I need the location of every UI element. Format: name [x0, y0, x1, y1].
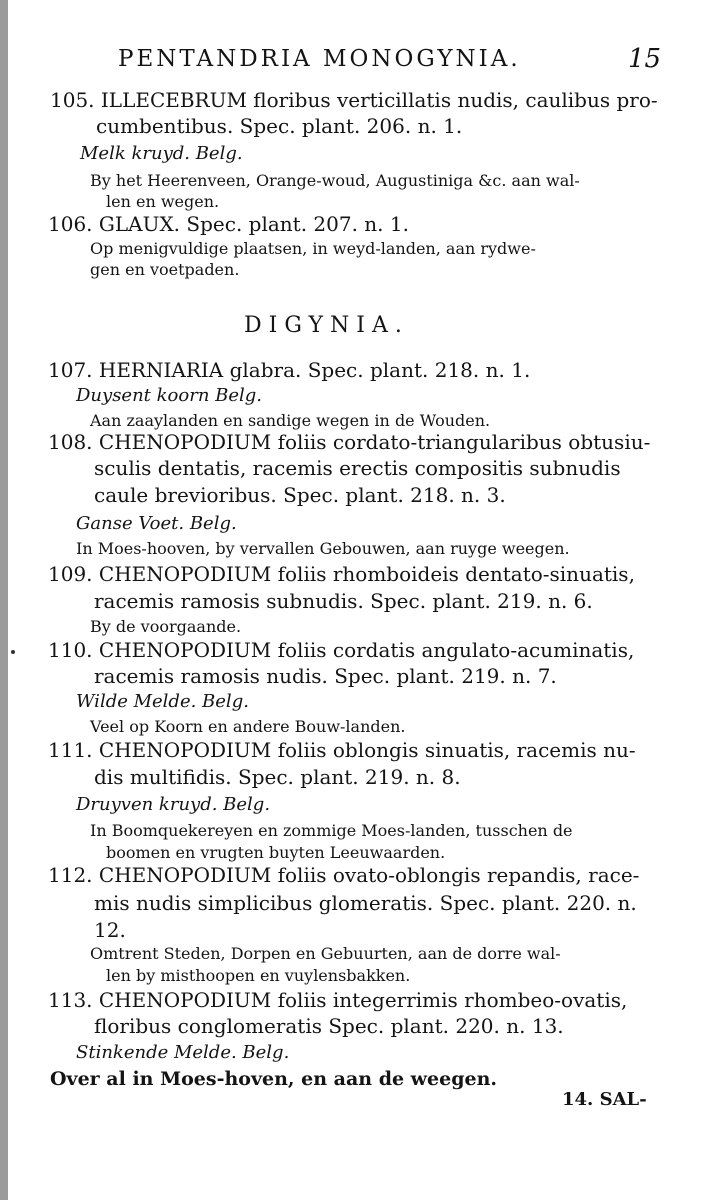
- page-number: 15: [628, 44, 662, 74]
- entry-112-habitat2: len by misthoopen en vuylensbakken.: [106, 966, 411, 985]
- entry-108-habitat1: In Moes-hooven, by vervallen Gebouwen, aan ruyge weegen.: [76, 539, 570, 558]
- entry-110-line1: 110. CHENOPODIUM foliis cordatis angulato-acuminatis,: [48, 638, 635, 662]
- entry-113-habitat1: Over al in Moes-hoven, en aan de weegen.: [50, 1068, 498, 1090]
- entry-106-habitat1: Op menigvuldige plaatsen, in weyd-landen, aan rydwe-: [90, 239, 536, 258]
- entry-109-line1: 109. CHENOPODIUM foliis rhomboideis dentato-sinuatis,: [48, 562, 635, 586]
- entry-111-common-name: Druyven kruyd. Belg.: [76, 794, 271, 815]
- entry-106-line1: 106. GLAUX. Spec. plant. 207. n. 1.: [48, 212, 409, 236]
- entry-112-line2: mis nudis simplicibus glomeratis. Spec. plant. 220. n.: [94, 891, 637, 915]
- entry-110-line2: racemis ramosis nudis. Spec. plant. 219. n. 7.: [94, 664, 557, 688]
- entry-109-habitat1: By de voorgaande.: [90, 617, 242, 636]
- entry-105-habitat2: len en wegen.: [106, 192, 220, 211]
- entry-112-line1: 112. CHENOPODIUM foliis ovato-oblongis repandis, race-: [48, 863, 640, 887]
- entry-108-line3: caule brevioribus. Spec. plant. 218. n. 3.: [94, 483, 506, 507]
- entry-105-line1: 105. ILLECEBRUM floribus verticillatis nudis, caulibus pro-: [50, 88, 658, 112]
- entry-108-line1: 108. CHENOPODIUM foliis cordato-triangularibus obtusiu-: [48, 430, 651, 454]
- entry-110-habitat1: Veel op Koorn en andere Bouw-landen.: [90, 717, 406, 736]
- entry-109-line2: racemis ramosis subnudis. Spec. plant. 219. n. 6.: [94, 589, 593, 613]
- entry-106-habitat2: gen en voetpaden.: [90, 260, 240, 279]
- running-header: PENTANDRIA MONOGYNIA.: [118, 46, 521, 72]
- entry-111-line2: dis multifidis. Spec. plant. 219. n. 8.: [94, 765, 461, 789]
- entry-113-line1: 113. CHENOPODIUM foliis integerrimis rhombeo-ovatis,: [48, 988, 628, 1012]
- section-heading-digynia: DIGYNIA.: [244, 313, 409, 338]
- entry-112-line3: 12.: [94, 918, 126, 942]
- entry-110-common-name: Wilde Melde. Belg.: [76, 691, 249, 712]
- entry-105-common-name: Melk kruyd. Belg.: [80, 143, 243, 164]
- entry-112-habitat1: Omtrent Steden, Dorpen en Gebuurten, aan de dorre wal-: [90, 944, 561, 963]
- entry-108-common-name: Ganse Voet. Belg.: [76, 513, 237, 534]
- entry-111-line1: 111. CHENOPODIUM foliis oblongis sinuatis, racemis nu-: [48, 738, 636, 762]
- entry-111-habitat2: boomen en vrugten buyten Leeuwaarden.: [106, 843, 446, 862]
- entry-107-line1: 107. HERNIARIA glabra. Spec. plant. 218. n. 1.: [48, 358, 531, 382]
- entry-107-common-name: Duysent koorn Belg.: [76, 385, 263, 406]
- entry-113-common-name: Stinkende Melde. Belg.: [76, 1042, 290, 1063]
- entry-108-line2: sculis dentatis, racemis erectis compositis subnudis: [94, 456, 621, 480]
- entry-105-habitat1: By het Heerenveen, Orange-woud, Augustiniga &c. aan wal-: [90, 171, 580, 190]
- page-edge-shadow: [0, 0, 8, 1200]
- entry-105-line2: cumbentibus. Spec. plant. 206. n. 1.: [96, 114, 463, 138]
- entry-111-habitat1: In Boomquekereyen en zommige Moes-landen, tusschen de: [90, 821, 573, 840]
- entry-107-habitat1: Aan zaaylanden en sandige wegen in de Wouden.: [90, 411, 491, 430]
- catchword: 14. SAL-: [562, 1089, 647, 1110]
- entry-113-line2: floribus conglomeratis Spec. plant. 220. n. 13.: [94, 1014, 564, 1038]
- margin-mark: [11, 650, 15, 654]
